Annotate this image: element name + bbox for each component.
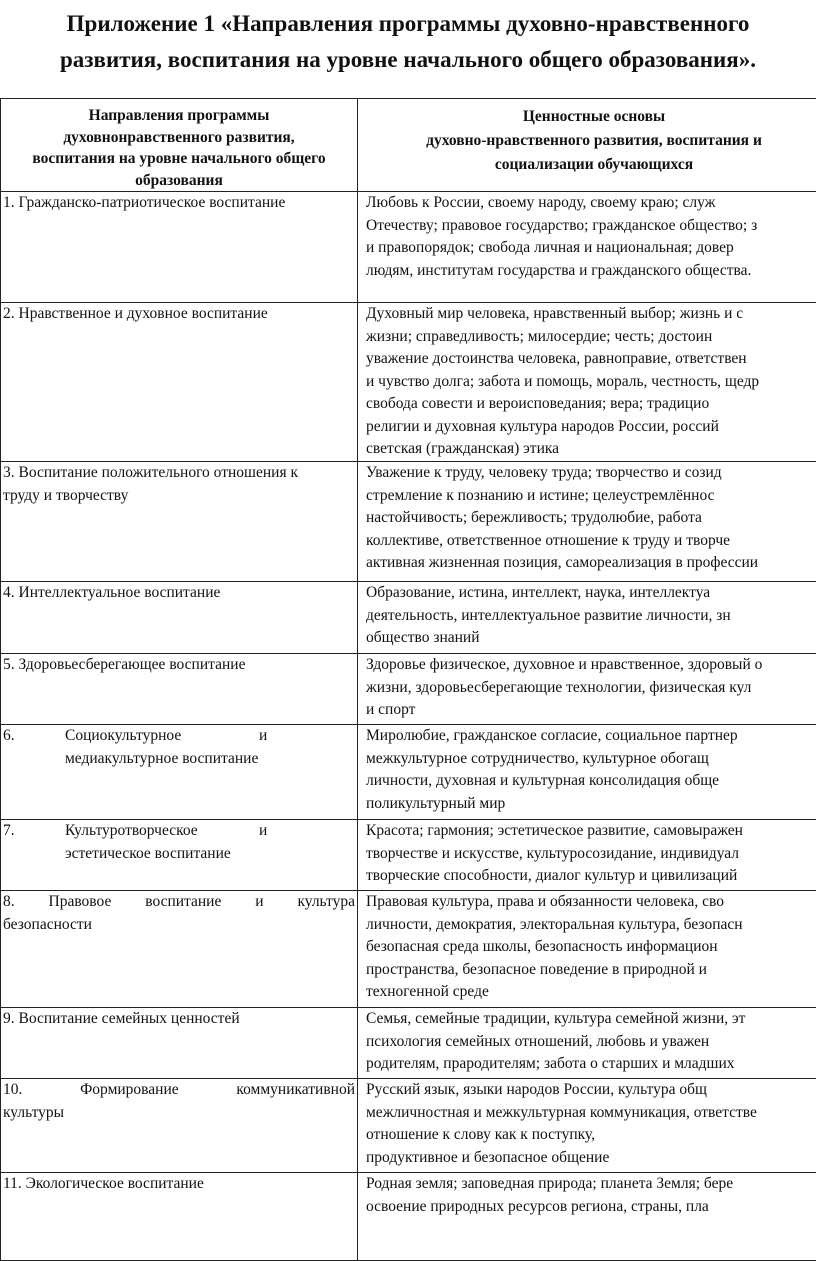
direction-cell: 1. Гражданско-патриотическое воспитание [1, 192, 358, 303]
values-cell: Любовь к России, своему народу, своему краю; служ Отечеству; правовое государство; гражданское общество; з и правопорядок; свобода личная и национальная; довер людям, институтам государства и гражданского общества. [358, 192, 816, 303]
values-cell: Правовая культура, права и обязанности человека, сво личности, демократия, электоральная культура, безопасн безопасная среда школы, безопасность информацион пространства, безопасное поведение в природной и техногенной среде [358, 891, 816, 1008]
values-cell: Красота; гармония; эстетическое развитие, самовыражен творчестве и искусстве, культуросозидание, индивидуал творческие способности, диалог культур и цивилизаций [358, 820, 816, 891]
direction-cell: 8. Правовое воспитание и культура безопасности [1, 891, 358, 1008]
table-header-row [1, 99, 816, 192]
values-cell: Семья, семейные традиции, культура семейной жизни, эт психология семейных отношений, любовь и уважен родителям, прародителям; забота о старших и младших [358, 1008, 816, 1079]
direction-cell: 6. Социокультурное и медиакультурное воспитание [1, 725, 358, 820]
values-cell: Здоровье физическое, духовное и нравственное, здоровый о жизни, здоровьесберегающие технологии, физическая кул и спорт [358, 654, 816, 725]
table-row [1, 891, 816, 1008]
table-row [1, 820, 816, 891]
title-line-1: Приложение 1 «Направления программы духовно-нравственного [0, 6, 816, 42]
table-row [1, 1008, 816, 1079]
page-title [0, 6, 816, 78]
table-row [1, 654, 816, 725]
values-cell: Родная земля; заповедная природа; планета Земля; бере освоение природных ресурсов региона, страны, пла [358, 1173, 816, 1261]
values-cell: Уважение к труду, человеку труда; творчество и созид стремление к познанию и истине; целеустремлённос настойчивость; бережливость; трудолюбие, работа коллективе, ответственное отношение к труду и творче активная жизненная позиция, самореализация в профессии [358, 462, 816, 582]
table-row [1, 1079, 816, 1173]
table-row [1, 582, 816, 654]
direction-cell: 11. Экологическое воспитание [1, 1173, 358, 1261]
title-line-2: развития, воспитания на уровне начального общего образования». [0, 42, 816, 78]
direction-cell: 5. Здоровьесберегающее воспитание [1, 654, 358, 725]
directions-table [0, 98, 816, 1261]
table-row [1, 192, 816, 303]
table-row [1, 1173, 816, 1261]
table-row [1, 303, 816, 462]
header-values: Ценностные основы духовно-нравственного развития, воспитания и социализации обучающихся [358, 99, 816, 192]
values-cell: Образование, истина, интеллект, наука, интеллектуа деятельность, интеллектуальное развитие личности, зн общество знаний [358, 582, 816, 654]
direction-cell: 2. Нравственное и духовное воспитание [1, 303, 358, 462]
direction-cell: 10. Формирование коммуникативной культуры [1, 1079, 358, 1173]
values-cell: Русский язык, языки народов России, культура общ межличностная и межкультурная коммуникация, ответстве отношение к слову как к поступку, продуктивное и безопасное общение [358, 1079, 816, 1173]
direction-cell: 3. Воспитание положительного отношения к труду и творчеству [1, 462, 358, 582]
table-row [1, 462, 816, 582]
direction-cell: 9. Воспитание семейных ценностей [1, 1008, 358, 1079]
values-cell: Миролюбие, гражданское согласие, социальное партнер межкультурное сотрудничество, культурное обогащ личности, духовная и культурная консолидация обще поликультурный мир [358, 725, 816, 820]
table-row [1, 725, 816, 820]
direction-cell: 7. Культуротворческое и эстетическое воспитание [1, 820, 358, 891]
header-directions: Направления программы духовнонравственного развития, воспитания на уровне начального общего образования [1, 99, 358, 192]
values-cell: Духовный мир человека, нравственный выбор; жизнь и с жизни; справедливость; милосердие; честь; достоин уважение достоинства человека, равноправие, ответствен и чувство долга; забота и помощь, мораль, честность, щедр свобода совести и вероисповедания; вера; традицио религии и духовная культура народов России, россий светская (гражданская) этика [358, 303, 816, 462]
direction-cell: 4. Интеллектуальное воспитание [1, 582, 358, 654]
